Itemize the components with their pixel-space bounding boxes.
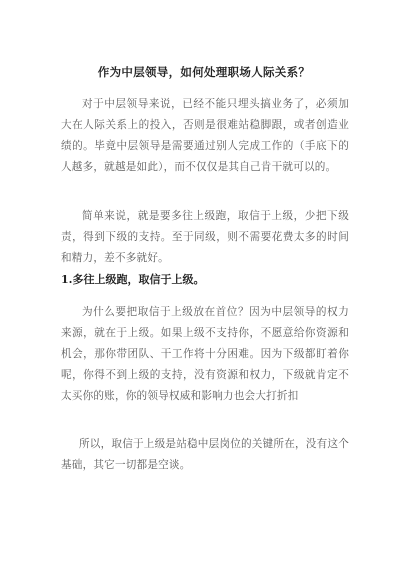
paragraph-1: 对于中层领导来说，已经不能只埋头搞业务了，必须加大在人际关系上的投入，否则是很难站稳脚跟，或者创造业绩的。毕竟中层领导是需要通过别人完成工作的（手底下的人越多，就越是如此），而不仅仅是其自己肯干就可以的。 xyxy=(61,98,349,173)
paragraph-4: 所以，取信于上级是站稳中层岗位的关键所在，没有这个基础，其它一切都是空谈。 xyxy=(61,438,349,471)
section-heading: 1.多往上级跑，取信于上级。 xyxy=(61,273,205,286)
document-title: 作为中层领导，如何处理职场人际关系？ xyxy=(97,65,311,79)
paragraph-3: 为什么要把取信于上级放在首位？因为中层领导的权力来源，就在于上级。如果上级不支持你，不愿意给你资源和机会，那你带团队、干工作将十分困难。因为下级都盯着你呢，你得不到上级的支持，没有资源和权力，下级就肯定不太买你的账，你的领导权威和影响力也会大打折扣 xyxy=(61,306,349,402)
paragraph-2: 简单来说，就是要多往上级跑，取信于上级，少把下级责，得到下级的支持。至于同级，则不需要花费太多的时间和精力，差不多就好。 xyxy=(61,210,349,264)
